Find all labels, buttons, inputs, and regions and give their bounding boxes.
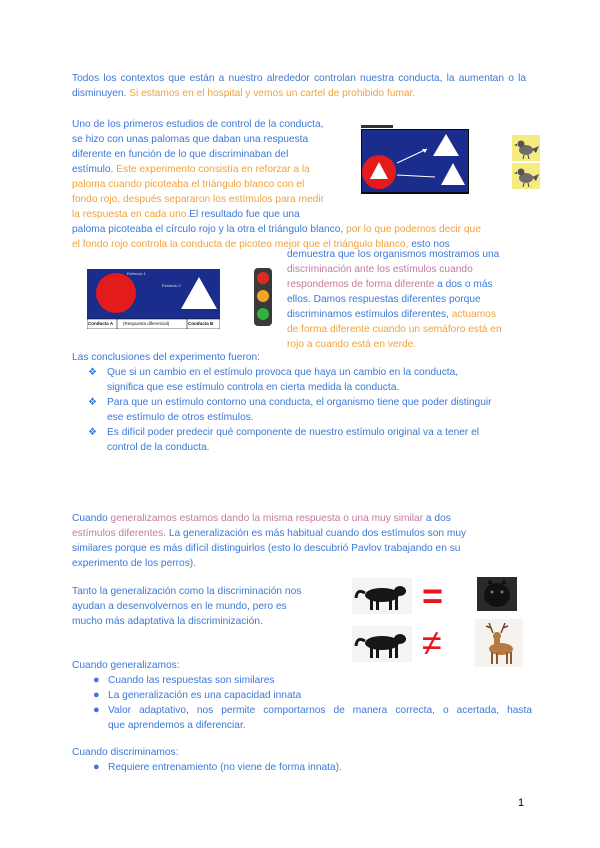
gen-l3: similares porque es más difícil distinguirlos (esto lo descubrió Pavlov trabajando en su <box>72 543 461 554</box>
generalizamos-item-3 <box>108 703 532 733</box>
top-figure <box>361 125 469 195</box>
generalizamos-section <box>72 658 532 733</box>
generalizamos-item-3-line: que aprendemos a diferenciar. <box>108 720 246 731</box>
pigeon-icon <box>512 163 540 189</box>
generalizamos-item-3-line: Valor adaptativo, nos permite comportarnos de manera correcta, o acertada, hasta <box>108 705 532 716</box>
stimulus-diagram <box>87 269 220 329</box>
conclusion-2-line-1: Para que un estímulo contorno una conducta, el organismo tiene que poder distinguir <box>107 397 492 408</box>
full-line-a-orange: por lo que podemos decir que <box>343 224 481 235</box>
gen-l2-a: estímulos diferentes. <box>72 528 166 539</box>
gen-l1-c: a dos <box>423 513 451 524</box>
exp-line-4: estímulo. <box>72 164 114 175</box>
full-line-b-blue: esto nos <box>408 239 450 250</box>
conclusion-1-line-2: significa que ese estímulo controla en cierta medida la conducta. <box>107 382 400 393</box>
bullet-dot-icon: ● <box>93 689 100 701</box>
diamond-bullet-icon: ❖ <box>88 367 97 378</box>
not-equals-sign-icon: ≠ <box>422 622 442 663</box>
gen-l1-b: generalizamos estamos dando la misma respuesta o una muy similar <box>110 513 424 524</box>
response-label: (Respuesta diferencial) <box>123 321 170 326</box>
generalizamos-item <box>93 703 532 733</box>
conclusion-3-line-2: control de la conducta. <box>107 442 210 453</box>
pigeon-icon <box>512 135 540 161</box>
both-paragraph <box>72 584 339 629</box>
stimulus-1-label: Estímulo 1 <box>127 271 146 276</box>
exp-line-3: diferente en función de lo que discriminaban del <box>72 149 289 160</box>
traffic-line-6: de forma diferente cuando un semáforo está en <box>287 324 502 335</box>
conclusion-2-line-2: ese estímulo de otros estímulos. <box>107 412 254 423</box>
gen-l2-b: La generalización es más habitual cuando dos estímulos son muy <box>166 528 467 539</box>
generalizamos-item <box>93 688 532 703</box>
discriminamos-title: Cuando discriminamos: <box>72 747 179 758</box>
equals-sign-icon: = <box>422 575 444 616</box>
conducta-a-label: Conducta A <box>88 321 114 326</box>
generalizamos-item <box>93 673 532 688</box>
full-line-b: el fondo rojo controla la conducta de picoteo mejor que el triángulo blanco, <box>72 239 409 250</box>
bullet-dot-icon: ● <box>93 761 100 773</box>
conducta-b-label: Conducta B <box>188 321 214 326</box>
discriminamos-section <box>72 745 532 775</box>
conclusion-item <box>88 365 532 395</box>
black-panther-face-image <box>475 575 523 613</box>
both-line-3: mucho más adaptativa la discriminización. <box>72 616 263 627</box>
generalizamos-item-1: Cuando las respuestas son similares <box>108 675 275 686</box>
exp-line-6: fondo rojo, después separaron los estímulos para medir <box>72 194 324 205</box>
generalizamos-item-2: La generalización es una capacidad innata <box>108 690 302 701</box>
traffic-paragraph <box>287 247 527 352</box>
exp-line-1: Uno de los primeros estudios de control de la conducta, <box>72 119 324 130</box>
exp-line-7-blue: El resultado fue que una <box>189 209 300 220</box>
both-line-1: Tanto la generalización como la discriminación nos <box>72 586 302 597</box>
traffic-line-1: demuestra que los organismos mostramos una <box>287 249 500 260</box>
conclusion-item <box>88 425 532 455</box>
intro-text: Todos los contextos que están a nuestro alrededor controlan nuestra conducta, la aumentan o la disminuyen. <box>72 73 526 99</box>
intro-example: Si estamos en el hospital y vemos un cartel de prohibido fumar. <box>126 88 416 99</box>
conclusion-1-line-1: Que si un cambio en el estímulo provoca que haya un cambio en la conducta, <box>107 367 459 378</box>
conclusions-section <box>72 350 532 455</box>
traffic-line-5: discriminamos estímulos diferentes, <box>287 309 449 320</box>
gen-l1-a: Cuando <box>72 513 111 524</box>
traffic-line-4: ellos. Damos respuestas diferentes porque <box>287 294 481 305</box>
generalizamos-title: Cuando generalizamos: <box>72 660 180 671</box>
pigeon-experiment-diagram <box>361 129 469 199</box>
traffic-light-icon <box>253 268 273 326</box>
exp-line-2: se hizo con unas palomas que daban una respuesta <box>72 134 309 145</box>
conclusion-item <box>88 395 532 425</box>
page-number: 1 <box>518 797 525 809</box>
traffic-line-2: discriminación ante los estímulos cuando <box>287 264 473 275</box>
gen-l4: experimento de los perros). <box>72 558 197 569</box>
black-panther-image <box>352 626 412 662</box>
traffic-line-3: respondemos de forma diferente <box>287 279 435 290</box>
stimulus-2-label: Estímulo 2 <box>162 283 181 288</box>
bullet-dot-icon: ● <box>93 704 100 716</box>
exp-line-4-orange: Este experimento consistía en reforzar a la <box>113 164 310 175</box>
diamond-bullet-icon: ❖ <box>88 397 97 408</box>
black-panther-image <box>352 578 412 614</box>
generalization-paragraph <box>72 511 526 571</box>
conclusions-title: Las conclusiones del experimento fueron: <box>72 352 261 363</box>
discriminamos-item-1: Requiere entrenamiento (no viene de forma innata). <box>108 762 342 773</box>
experiment-paragraph <box>72 117 351 222</box>
full-line-a: paloma picoteaba el círculo rojo y la otra el triángulo blanco, <box>72 224 344 235</box>
conclusion-3-line-1: Es difícil poder predecir qué componente de nuestro estímulo original va a tener el <box>107 427 480 438</box>
traffic-line-3-blue: a dos o más <box>434 279 493 290</box>
discriminamos-item <box>93 760 532 775</box>
diamond-bullet-icon: ❖ <box>88 427 97 438</box>
traffic-line-7: rojo a cuando está en verde. <box>287 339 417 350</box>
both-line-2: ayudan a desenvolvernos en le mundo, pero es <box>72 601 287 612</box>
exp-line-5: paloma cuando picoteaba el triángulo blanco con el <box>72 179 305 190</box>
bullet-dot-icon: ● <box>93 674 100 686</box>
intro-paragraph <box>72 71 526 101</box>
traffic-line-5-orange: actuamos <box>448 309 496 320</box>
exp-line-7: la respuesta en cada uno. <box>72 209 190 220</box>
